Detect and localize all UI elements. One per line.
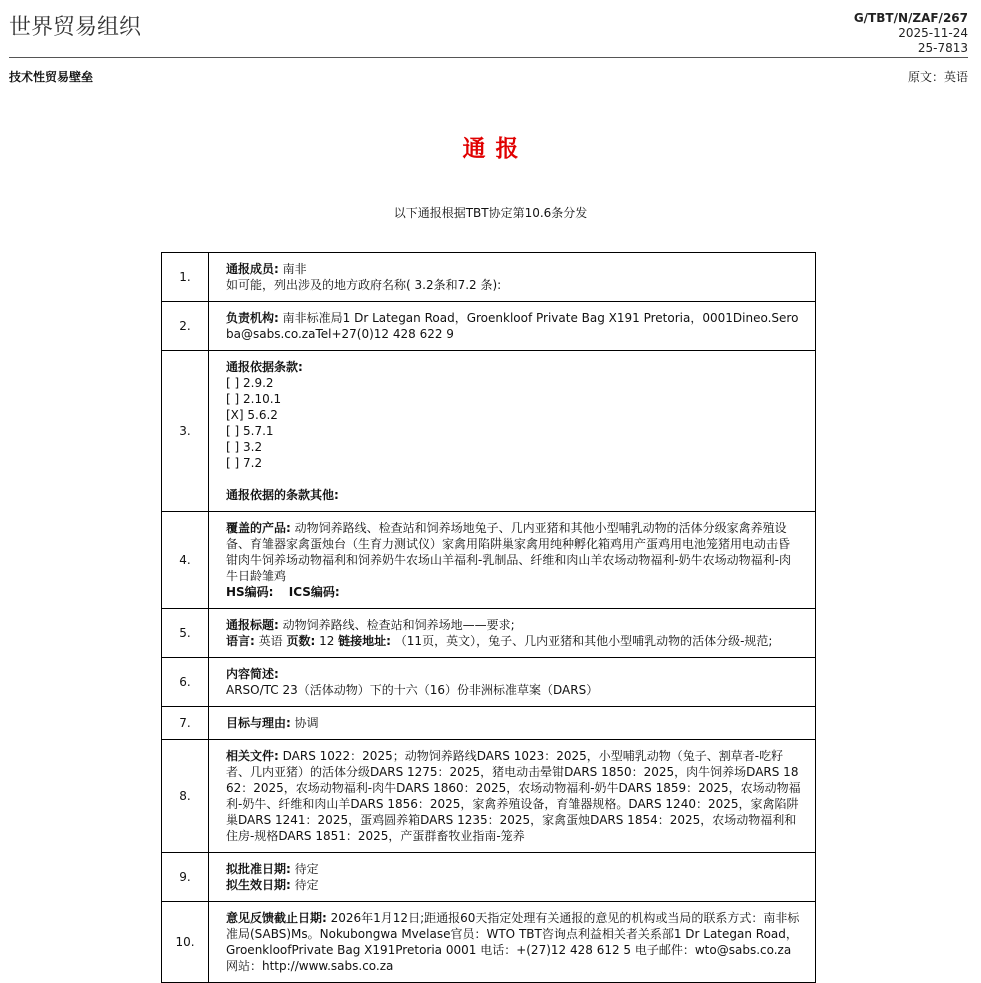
field-value: 动物饲养路线、检查站和饲养场地——要求; (278, 618, 515, 632)
committee-name: 技术性贸易壁垒 (9, 70, 94, 84)
approval-date-value: 待定 (290, 862, 319, 876)
approval-date-label: 拟批准日期: (226, 862, 291, 876)
field-label: 负责机构: (226, 311, 279, 325)
table-row (162, 707, 816, 740)
row-content (209, 853, 816, 902)
table-row (162, 253, 816, 302)
row-number: 10. (162, 902, 209, 983)
row-number: 3. (162, 351, 209, 512)
table-row (162, 740, 816, 853)
field-value: ARSO/TC 23（活体动物）下的十六（16）份非洲标准草案（DARS） (226, 683, 599, 697)
effective-date-label: 拟生效日期: (226, 878, 291, 892)
row-number: 8. (162, 740, 209, 853)
header-divider (9, 57, 968, 58)
row-content (209, 351, 816, 512)
page-subtitle: 以下通报根据TBT协定第10.6条分发 (393, 206, 588, 220)
table-row (162, 302, 816, 351)
table-row (162, 512, 816, 609)
field-note: 如可能，列出涉及的地方政府名称( 3.2条和7.2 条): (226, 278, 502, 292)
field-label: 相关文件: (226, 749, 279, 763)
field-label: 覆盖的产品: (226, 521, 291, 535)
checkbox-option: [ ] 5.7.1 (226, 424, 274, 438)
row-content (209, 740, 816, 853)
language-label: 语言: (226, 634, 255, 648)
row-number: 5. (162, 609, 209, 658)
spacer (226, 471, 801, 487)
pages-label: 页数: (286, 634, 316, 648)
field-label: 通报依据条款: (226, 360, 303, 374)
field-value: 协调 (290, 716, 319, 730)
table-row (162, 902, 816, 983)
row-number: 2. (162, 302, 209, 351)
field-label: 意见反馈截止日期: (226, 911, 327, 925)
pages-value: 12 (315, 634, 339, 648)
checkbox-option: [ ] 7.2 (226, 456, 263, 470)
hs-code-label: HS编码: (226, 585, 274, 599)
checkbox-option: [ ] 2.10.1 (226, 392, 282, 406)
field-value: DARS 1022：2025；动物饲养路线DARS 1023：2025，小型哺乳动物（兔子、割草者-吃籽者、几内亚猪）的活体分级DARS 1275：2025，猪电动击晕钳DARS 1850：2025，肉牛饲养场DARS 1862：2025，农场动物福利-肉牛DARS 1860：2025，农场动物福利-奶牛DARS 1859：2025，农场动物福利-奶牛、纤维和肉山羊DARS 1856：2025，家禽养殖设备，育雏器规格。DARS 1240：2025，家禽陷阱巢DARS 1241：2025，蛋鸡圆养箱DARS 1235：2025，家禽蛋烛DARS 1854：2025，农场动物福利和住房-规格DARS 1851：2025，产蛋群畜牧业指南-笼养 (226, 749, 801, 843)
checkbox-option: [ ] 3.2 (226, 440, 263, 454)
row-content (209, 253, 816, 302)
row-content (209, 609, 816, 658)
table-row (162, 351, 816, 512)
table-row (162, 658, 816, 707)
field-label: 目标与理由: (226, 716, 291, 730)
checkbox-option: [X] 5.6.2 (226, 408, 278, 422)
organization-name: 世界贸易组织 (9, 15, 142, 40)
field-value: 动物饲养路线、检查站和饲养场地兔子、几内亚猪和其他小型哺乳动物的活体分级家禽养殖设备、育雏器家禽蛋烛台（生育力测试仪）家禽用陷阱巢家禽用纯种孵化箱鸡用产蛋鸡用电池笼猪用电动击昏钳肉牛饲养场动物福利和饲养奶牛农场山羊福利-乳制品、纤维和肉山羊农场动物福利-奶牛农场动物福利-肉牛日龄雏鸡 (226, 521, 791, 583)
link-label: 链接地址: (338, 634, 391, 648)
row-number: 4. (162, 512, 209, 609)
ics-code-label: ICS编码: (288, 585, 340, 599)
row-number: 1. (162, 253, 209, 302)
row-content (209, 658, 816, 707)
field-value: 南非标准局1 Dr Lategan Road，Groenkloof Private Bag X191 Pretoria，0001Dineo.Seroba@sabs.co.zaTel+27(0)12 428 622 9 (226, 311, 799, 341)
field-value: 南非 (278, 262, 307, 276)
row-number: 6. (162, 658, 209, 707)
field-label: 通报成员: (226, 262, 279, 276)
reference-number: 25-7813 (917, 41, 968, 55)
row-content (209, 512, 816, 609)
language-value: 英语 (254, 634, 287, 648)
document-symbol: G/TBT/N/ZAF/267 (853, 11, 968, 25)
effective-date-value: 待定 (290, 878, 319, 892)
field-label: 通报标题: (226, 618, 279, 632)
row-number: 7. (162, 707, 209, 740)
table-row (162, 609, 816, 658)
document-meta (854, 11, 968, 56)
document-date: 2025-11-24 (898, 26, 968, 40)
table-row (162, 853, 816, 902)
row-content (209, 302, 816, 351)
field-value: 2026年1月12日;距通报60天指定处理有关通报的意见的机构或当局的联系方式：南非标准局(SABS)Ms。Nokubongwa Mvelase官员：WTO TBT咨询点利益相关者关系部1 Dr Lategan Road，GroenkloofPrivate Bag X191Pretoria 0001 电话：+(27)12 428 612 5 电子邮件：wto@sabs.co.za网站：http://www.sabs.co.za (226, 911, 800, 973)
field-label: 通报依据的条款其他: (226, 488, 339, 502)
page-title: 通报 (462, 136, 529, 162)
notification-table (161, 252, 816, 983)
row-content (209, 902, 816, 983)
row-content (209, 707, 816, 740)
field-label: 内容简述: (226, 667, 279, 681)
link-value: （11页，英文），兔子、几内亚猪和其他小型哺乳动物的活体分级-规范; (390, 634, 773, 648)
checkbox-option: [ ] 2.9.2 (226, 376, 274, 390)
row-number: 9. (162, 853, 209, 902)
original-language: 原文：英语 (907, 70, 968, 84)
